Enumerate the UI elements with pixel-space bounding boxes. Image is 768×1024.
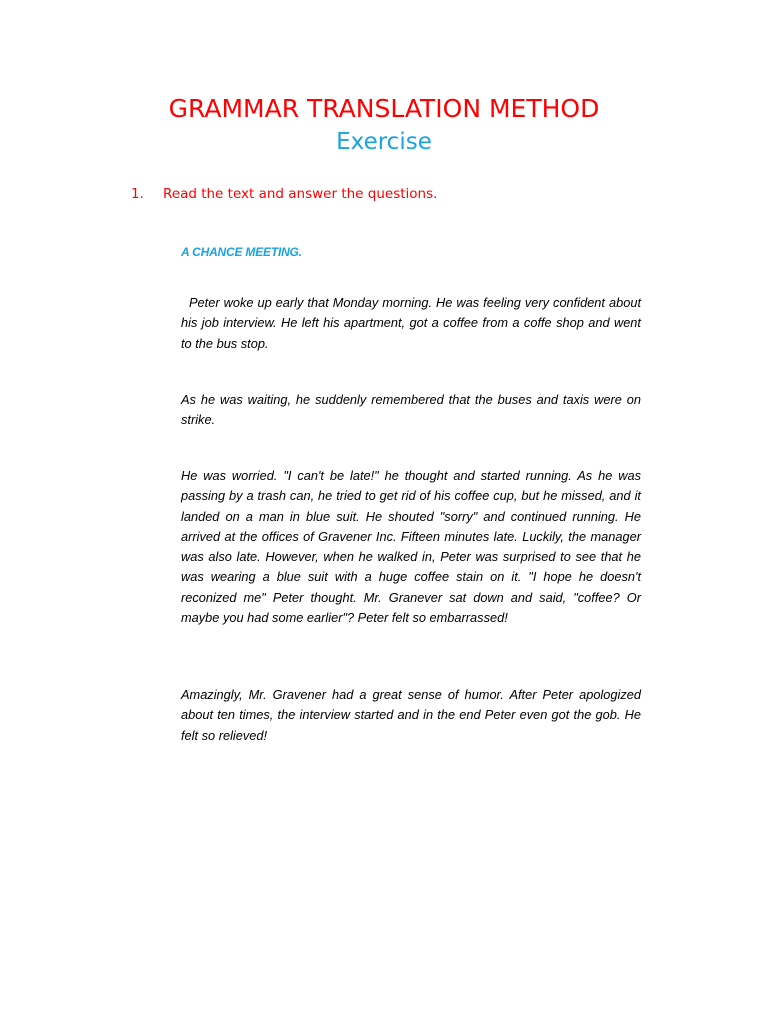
instruction-text: Read the text and answer the questions. [163,186,438,202]
story-title: A CHANCE MEETING. [181,245,302,259]
story-paragraph-3: He was worried. "I can't be late!" he thought and started running. As he was passing by a trash can, he tried to get rid of his coffee cup, but he missed, and it landed on a man in blue suit. He shouted "sorry" and continued running. He arrived at the offices of Gravener Inc. Fifteen minutes late. Luckily, the manager was also late. However, when he walked in, Peter was surprised to see that he was wearing a blue suit with a huge coffee stain on it. "I hope he doesn't reconized me" Peter thought. Mr. Granever sat down and said, "coffee? Or maybe you had some earlier"? Peter felt so embarrassed! [181,468,641,626]
document-subtitle: Exercise [336,129,432,155]
story-paragraph-4: Amazingly, Mr. Gravener had a great sense of humor. After Peter apologized about ten times, the interview started and in the end Peter even got the gob. He felt so relieved! [181,687,641,743]
instruction-item [131,186,437,202]
story-paragraph-2: As he was waiting, he suddenly remembered that the buses and taxis were on strike. [181,392,641,428]
document-title: GRAMMAR TRANSLATION METHOD [168,94,600,123]
instruction-number: 1. [131,186,144,202]
story-paragraph-1: Peter woke up early that Monday morning. He was feeling very confident about his job interview. He left his apartment, got a coffee from a coffe shop and went to the bus stop. [181,295,641,351]
